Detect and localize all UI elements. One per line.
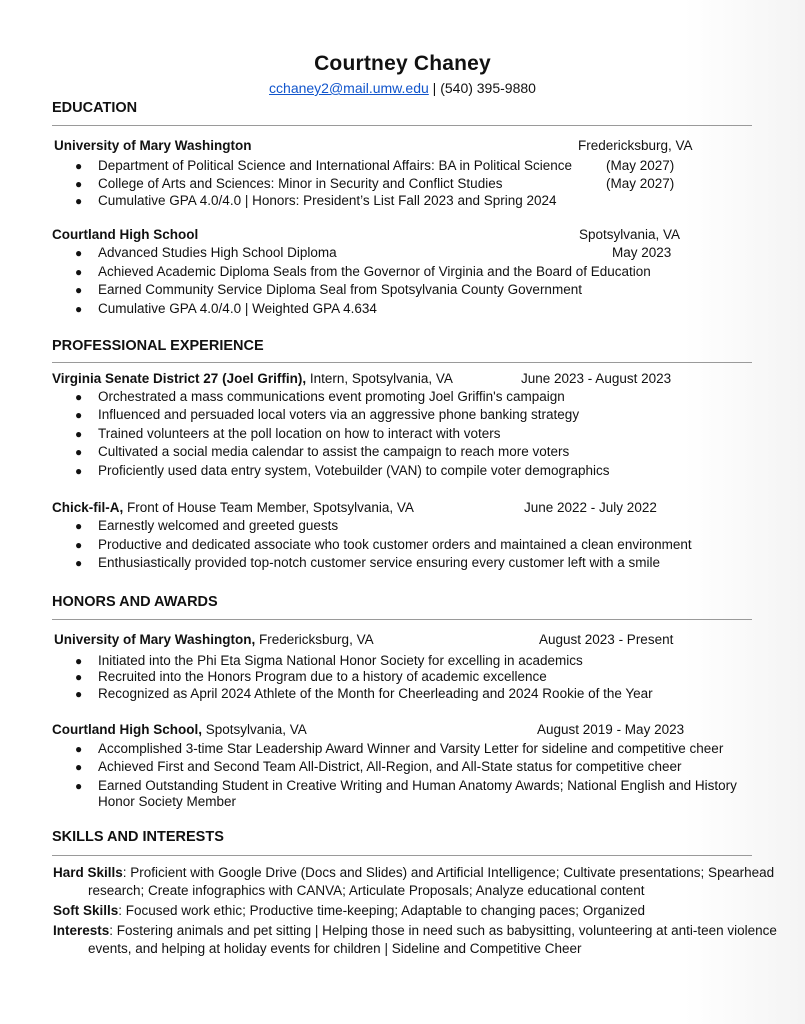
list-item: Influenced and persuaded local voters via an aggressive phone banking strategy — [98, 407, 580, 422]
job-role: Front of House Team Member, Spotsylvania, VA — [123, 500, 414, 515]
list-item: Initiated into the Phi Eta Sigma National Honor Society for excelling in academics — [98, 653, 583, 668]
interests — [53, 922, 778, 958]
section-divider — [52, 362, 752, 363]
soft-skills — [53, 902, 778, 920]
skill-text: : Proficient with Google Drive (Docs and Slides) and Artificial Intelligence; Cultivate presentations; Spearhead research; Create infographics with CANVA; Articulate Proposals; Analyze educational content — [88, 865, 775, 898]
email-link[interactable]: cchaney2@mail.umw.edu — [269, 80, 429, 96]
bullet-icon: ● — [75, 427, 83, 441]
list-item: Orchestrated a mass communications event promoting Joel Griffin's campaign — [98, 389, 565, 404]
skill-label: Hard Skills — [53, 865, 123, 880]
bullet-icon: ● — [75, 302, 83, 316]
list-item-continued: Honor Society Member — [98, 794, 237, 809]
honor-dates: August 2023 - Present — [539, 632, 674, 647]
school-name: Courtland High School — [52, 227, 199, 242]
job-title-line — [52, 500, 414, 516]
skill-label: Soft Skills — [53, 903, 119, 918]
bullet-icon: ● — [75, 265, 83, 279]
honor-org-location: Spotsylvania, VA — [202, 722, 307, 737]
bullet-icon: ● — [75, 159, 83, 173]
list-item: Recognized as April 2024 Athlete of the Month for Cheerleading and 2024 Rookie of the Year — [98, 686, 653, 701]
section-heading-skills: SKILLS AND INTERESTS — [52, 829, 224, 845]
list-item: Earned Community Service Diploma Seal from Spotsylvania County Government — [98, 282, 582, 297]
section-heading-education: EDUCATION — [52, 100, 138, 116]
bullet-icon: ● — [75, 556, 83, 570]
section-divider — [52, 855, 752, 856]
bullet-icon: ● — [75, 670, 83, 684]
list-item: College of Arts and Sciences: Minor in Security and Conflict Studies — [98, 176, 503, 191]
bullet-icon: ● — [75, 194, 83, 208]
list-item: Earnestly welcomed and greeted guests — [98, 518, 339, 533]
school-location: Spotsylvania, VA — [579, 227, 681, 242]
bullet-icon: ● — [75, 742, 83, 756]
list-item: Trained volunteers at the poll location on how to interact with voters — [98, 426, 501, 441]
employer-name: Chick-fil-A, — [52, 500, 124, 515]
list-item: Cumulative GPA 4.0/4.0 | Honors: President’s List Fall 2023 and Spring 2024 — [98, 193, 557, 208]
list-item: Cumulative GPA 4.0/4.0 | Weighted GPA 4.634 — [98, 301, 377, 316]
item-date: (May 2027) — [606, 158, 675, 173]
list-item: Proficiently used data entry system, Votebuilder (VAN) to compile voter demographics — [98, 463, 610, 478]
list-item: Department of Political Science and International Affairs: BA in Political Science — [98, 158, 573, 173]
list-item: Earned Outstanding Student in Creative Writing and Human Anatomy Awards; National English and History — [98, 778, 737, 793]
list-item: Cultivated a social media calendar to assist the campaign to reach more voters — [98, 444, 570, 459]
bullet-icon: ● — [75, 177, 83, 191]
skill-text: : Fostering animals and pet sitting | Helping those in need such as babysitting, volunteering at anti-teen violence events, and helping at holiday events for children | Sideline and Competitive Cheer — [88, 923, 777, 956]
bullet-icon: ● — [75, 654, 83, 668]
employer-name: Virginia Senate District 27 (Joel Griffin), — [52, 371, 307, 386]
list-item: Advanced Studies High School Diploma — [98, 245, 337, 260]
list-item: Productive and dedicated associate who took customer orders and maintained a clean environment — [98, 537, 692, 552]
school-location: Fredericksburg, VA — [578, 138, 693, 153]
honor-org-name: University of Mary Washington, — [54, 632, 256, 647]
job-title-line — [52, 371, 453, 387]
skill-text: : Focused work ethic; Productive time-keeping; Adaptable to changing paces; Organized — [118, 903, 646, 918]
bullet-icon: ● — [75, 464, 83, 478]
item-date: (May 2027) — [606, 176, 675, 191]
bullet-icon: ● — [75, 246, 83, 260]
honor-org-name: Courtland High School, — [52, 722, 202, 737]
honor-org-line — [54, 632, 374, 648]
list-item: Achieved First and Second Team All-District, All-Region, and All-State status for competitive cheer — [98, 759, 682, 774]
list-item: Achieved Academic Diploma Seals from the Governor of Virginia and the Board of Education — [98, 264, 651, 279]
list-item: Enthusiastically provided top-notch customer service ensuring every customer left with a smile — [98, 555, 660, 570]
bullet-icon: ● — [75, 408, 83, 422]
bullet-icon: ● — [75, 538, 83, 552]
bullet-icon: ● — [75, 760, 83, 774]
list-item: Recruited into the Honors Program due to a history of academic excellence — [98, 669, 547, 684]
list-item: Accomplished 3-time Star Leadership Award Winner and Varsity Letter for sideline and competitive cheer — [98, 741, 724, 756]
honor-org-line — [52, 722, 307, 738]
bullet-icon: ● — [75, 390, 83, 404]
bullet-icon: ● — [75, 283, 83, 297]
section-heading-experience: PROFESSIONAL EXPERIENCE — [52, 338, 264, 354]
school-name: University of Mary Washington — [54, 138, 252, 153]
hard-skills — [53, 864, 778, 900]
item-date: May 2023 — [612, 245, 672, 260]
honor-org-location: Fredericksburg, VA — [255, 632, 374, 647]
bullet-icon: ● — [75, 445, 83, 459]
bullet-icon: ● — [75, 687, 83, 701]
section-divider — [52, 619, 752, 620]
bullet-icon: ● — [75, 779, 83, 793]
job-role: Intern, Spotsylvania, VA — [306, 371, 453, 386]
section-heading-honors: HONORS AND AWARDS — [52, 594, 218, 610]
contact-line — [0, 80, 805, 96]
job-dates: June 2023 - August 2023 — [521, 371, 672, 386]
job-dates: June 2022 - July 2022 — [524, 500, 657, 515]
section-divider — [52, 125, 752, 126]
skill-label: Interests — [53, 923, 110, 938]
bullet-icon: ● — [75, 519, 83, 533]
honor-dates: August 2019 - May 2023 — [537, 722, 685, 737]
contact-separator: | — [428, 80, 441, 96]
phone-number: (540) 395-9880 — [440, 80, 536, 96]
resume-name: Courtney Chaney — [314, 52, 491, 75]
